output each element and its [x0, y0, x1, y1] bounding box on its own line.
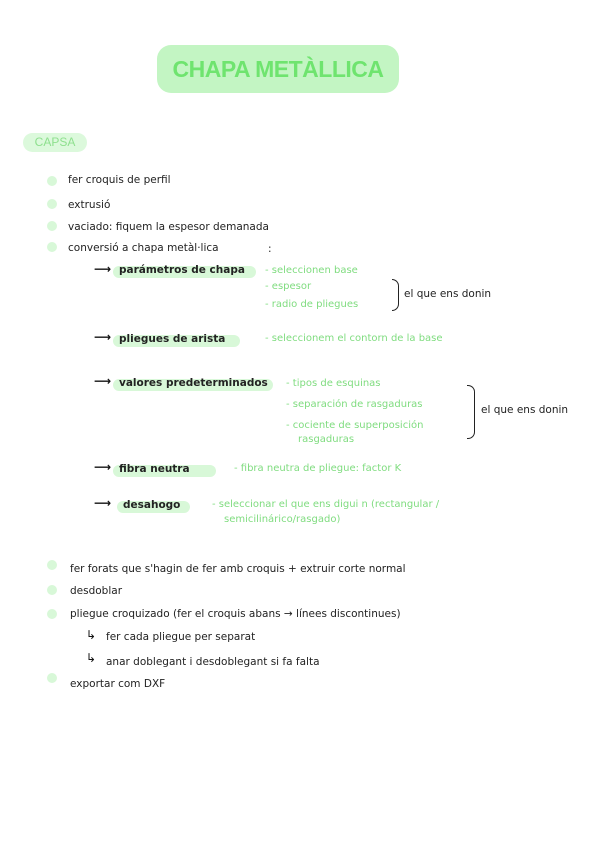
bullet-icon [47, 242, 57, 252]
bullet-icon [47, 199, 57, 209]
params-item: - seleccionen base [265, 265, 358, 276]
bullet-icon [47, 560, 57, 570]
bullet-icon [47, 585, 57, 595]
fibra-label: fibra neutra [119, 463, 190, 475]
list-item: exportar com DXF [70, 678, 166, 690]
params-label: parámetros de chapa [119, 264, 245, 276]
brace-note: el que ens donin [481, 404, 569, 416]
params-item: - espesor [265, 281, 312, 292]
valores-item: - separación de rasgaduras [286, 399, 423, 410]
desahogo-desc: semicilinárico/rasgado) [224, 514, 341, 525]
brace-note: el que ens donin [404, 288, 492, 300]
list-item: pliegue croquizado (fer el croquis abans → línees discontinues) [70, 608, 401, 620]
bullet-icon [47, 609, 57, 619]
list-item: conversió a chapa metàl·lica [68, 242, 219, 254]
section-heading: CAPSA [34, 135, 76, 149]
arrow-right-icon: ⟶ [94, 496, 112, 510]
bullet-icon [47, 673, 57, 683]
sub-arrow-icon: ↳ [86, 628, 97, 642]
sub-step: fer cada pliegue per separat [106, 631, 256, 643]
bullet-icon [47, 176, 57, 186]
arrow-right-icon: ⟶ [94, 330, 112, 344]
valores-item: rasgaduras [298, 434, 355, 445]
list-item: fer forats que s'hagin de fer amb croquis + extruir corte normal [70, 563, 406, 575]
desahogo-label: desahogo [123, 499, 181, 511]
valores-label: valores predeterminados [119, 377, 268, 389]
pliegues-label: pliegues de arista [119, 333, 226, 345]
brace [392, 279, 399, 311]
list-item: vaciado: fiquem la espesor demanada [68, 221, 269, 233]
valores-item: - tipos de esquinas [286, 378, 381, 389]
pliegues-desc: - seleccionem el contorn de la base [265, 333, 443, 344]
list-item: desdoblar [70, 585, 123, 597]
list-item: extrusió [68, 199, 111, 211]
sub-arrow-icon: ↳ [86, 651, 97, 665]
colon: : [268, 243, 272, 255]
arrow-right-icon: ⟶ [94, 374, 112, 388]
page-title: CHAPA METÀLLICA [172, 56, 384, 82]
bullet-icon [47, 221, 57, 231]
fibra-desc: - fibra neutra de pliegue: factor K [234, 463, 402, 474]
list-item: fer croquis de perfil [68, 174, 171, 186]
sub-step: anar doblegant i desdoblegant si fa falta [106, 656, 320, 668]
params-item: - radio de pliegues [265, 299, 359, 310]
arrow-right-icon: ⟶ [94, 460, 112, 474]
valores-item: - cociente de superposición [286, 420, 424, 431]
arrow-right-icon: ⟶ [94, 262, 112, 276]
brace [467, 385, 475, 439]
desahogo-desc: - seleccionar el que ens digui n (rectangular / [212, 499, 440, 510]
